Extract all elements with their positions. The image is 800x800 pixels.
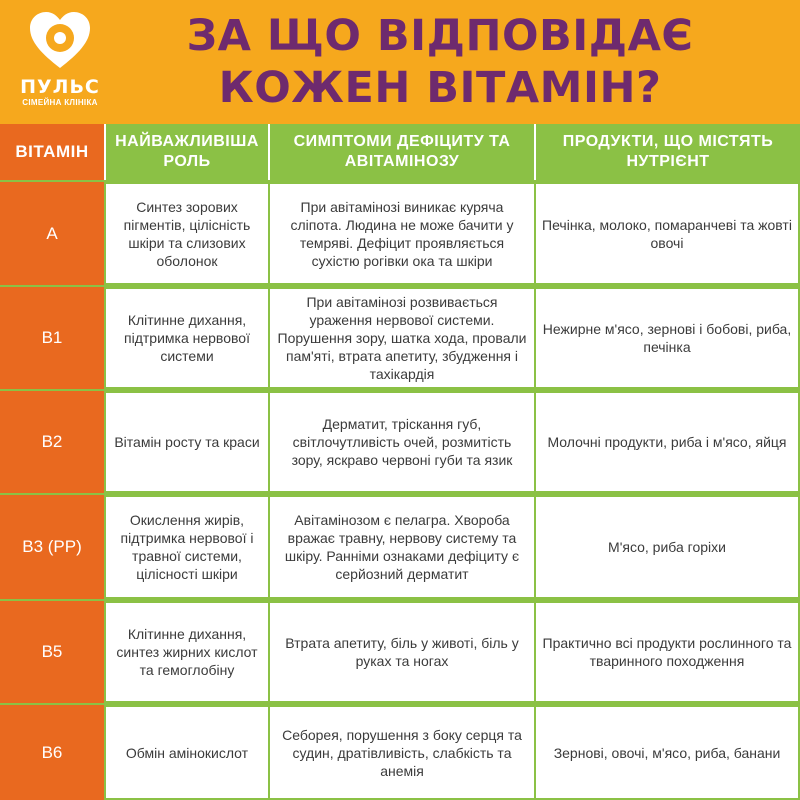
vitamin-cell: В2 [0,391,104,493]
header-symptoms: СИМПТОМИ ДЕФІЦИТУ ТА АВІТАМІНОЗУ [293,133,511,170]
role-cell: Синтез зорових пігментів, цілісність шкіри та слизових оболонок [106,184,268,283]
products-cell: Печінка, молоко, помаранчеві та жовті овочі [536,184,798,283]
products-cell: Молочні продукти, риба і м'ясо, яйця [536,393,798,491]
role-cell: Клітинне дихання, підтримка нервової системи [106,289,268,387]
symptoms-cell: Дерматит, тріскання губ, світлочутливість очей, розмитість зору, яскраво червоні губи та язик [270,393,534,491]
symptoms-cell: Авітамінозом є пелагра. Хвороба вражає травну, нервову систему та шкіру. Ранніми ознаками дефіциту є серйозний дерматит [270,497,534,597]
products-cell: Зернові, овочі, м'ясо, риба, банани [536,707,798,798]
table-header-row [0,124,800,180]
brand-logo [10,10,110,116]
header-products: ПРОДУКТИ, ЩО МІСТЯТЬ НУТРІЄНТ [562,133,774,170]
role-cell: Окислення жирів, підтримка нервової і травної системи, цілісності шкіри [106,497,268,597]
brand-name: ПУЛЬС [20,76,100,98]
table-row [0,705,800,800]
heart-logo-icon [28,10,92,72]
table-row [0,495,800,599]
table-row [0,391,800,493]
symptoms-cell: При авітамінозі виникає куряча сліпота. Людина не може бачити у темряві. Дефіцит проявляється сухістю рогівки ока та шкіри [270,184,534,283]
vitamin-cell: В5 [0,601,104,703]
products-cell: Нежирне м'ясо, зернові і бобові, риба, печінка [536,289,798,387]
vitamin-table [0,124,800,800]
table-row [0,601,800,703]
role-cell: Вітамін росту та краси [106,393,268,491]
table-row [0,287,800,389]
header-vitamin: ВІТАМІН [0,124,104,180]
brand-subtitle: СІМЕЙНА КЛІНІКА [22,98,98,107]
vitamin-cell: А [0,182,104,285]
header-role: НАЙВАЖЛИВІША РОЛЬ [115,133,259,170]
products-cell: Практично всі продукти рослинного та тваринного походження [536,603,798,701]
title-line-2: КОЖЕН ВІТАМІН? [218,63,662,113]
vitamin-cell: В3 (РР) [0,495,104,599]
vitamin-cell: В1 [0,287,104,389]
products-cell: М'ясо, риба горіхи [536,497,798,597]
vitamin-cell: В6 [0,705,104,800]
page-title [140,10,740,114]
role-cell: Обмін амінокислот [106,707,268,798]
symptoms-cell: Себорея, порушення з боку серця та судин, дратівливість, слабкість та анемія [270,707,534,798]
title-line-1: ЗА ЩО ВІДПОВІДАЄ [186,11,694,61]
table-row [0,182,800,285]
symptoms-cell: При авітамінозі розвивається ураження нервової системи. Порушення зору, шатка хода, провали пам'яті, втрата апетиту, збудження і тахікардія [270,289,534,387]
symptoms-cell: Втрата апетиту, біль у животі, біль у руках та ногах [270,603,534,701]
header-banner [0,0,800,124]
role-cell: Клітинне дихання, синтез жирних кислот та гемоглобіну [106,603,268,701]
